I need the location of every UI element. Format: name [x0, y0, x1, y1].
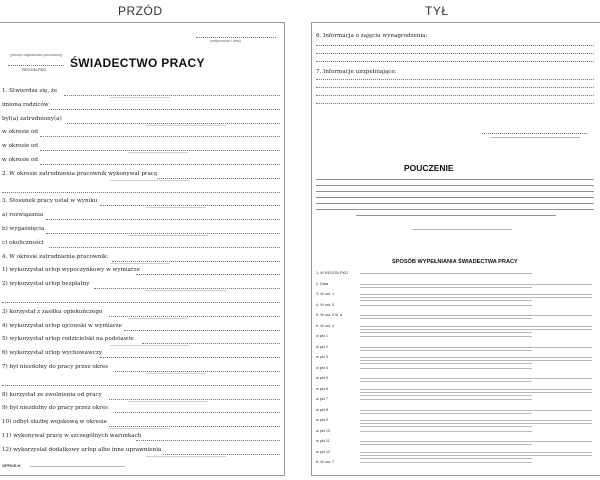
- front-field-row: [0, 430, 284, 443]
- instruction-item-label: w pkt 8: [316, 407, 329, 412]
- instruction-item-label: w pkt 12: [316, 449, 331, 454]
- front-field-dots: [109, 426, 280, 427]
- front-field-row: [0, 306, 284, 319]
- instructions-heading: SPOSÓB WYPEŁNIANIA ŚWIADECTWA PRACY: [392, 259, 518, 265]
- front-field-dots: [100, 357, 280, 358]
- front-field-dots: [46, 219, 280, 220]
- employer-stamp-area: [4, 27, 68, 71]
- front-field-label: 4. W okresie zatrudnienia pracownik:: [2, 253, 109, 260]
- footer-fine-print: [30, 466, 125, 467]
- front-field-row: [0, 99, 284, 112]
- front-field-dots: [67, 123, 280, 124]
- info-line-7-dots-2: [316, 87, 594, 88]
- instruction-item-label: 2. Data: [316, 281, 329, 286]
- front-field-dots: [142, 343, 280, 344]
- instruction-item-text: [360, 455, 592, 456]
- instruction-item-text: [360, 399, 532, 400]
- front-field-dots: [136, 274, 280, 275]
- instruction-item-text: [360, 441, 592, 442]
- instruction-item-text: [360, 305, 532, 306]
- front-field-label: a) rozwiązania: [2, 212, 44, 219]
- front-field-label: 3. Stosunek pracy ustał w wyniku: [2, 198, 98, 205]
- front-field-dots: [2, 385, 280, 386]
- instruction-item-text: [360, 381, 532, 382]
- instruction-item-text: [360, 350, 532, 351]
- front-field-label: 2) wykorzystał urlop bezpłatny: [2, 281, 90, 288]
- instruction-item-label: w pkt 7: [316, 397, 329, 401]
- instruction-item-text: [360, 300, 532, 301]
- front-field-label: w okresie od: [2, 157, 39, 163]
- pouczenie-line: [316, 179, 594, 180]
- instruction-item-label: w pkt 10: [316, 428, 331, 433]
- instruction-item-label: w pkt 2: [316, 344, 329, 349]
- front-field-row: [0, 292, 284, 305]
- front-field-row: [0, 416, 284, 429]
- instruction-item-text: [360, 284, 592, 285]
- instruction-item-text: [360, 458, 532, 459]
- front-field-row: [0, 278, 284, 291]
- instruction-item-text: [360, 420, 592, 421]
- front-field-row: [0, 320, 284, 333]
- front-field-row: [0, 444, 284, 457]
- front-field-label: w okresie od: [2, 143, 39, 150]
- instruction-item-label: 4. W ust. 3: [316, 302, 335, 307]
- pouczenie-line: [316, 197, 594, 198]
- instruction-item-label: w pkt 11: [316, 439, 330, 443]
- front-field-label: 4) wykorzystał urlop ojcowski w wymiarze: [2, 322, 122, 329]
- front-field-label: w okresie od: [2, 129, 39, 136]
- instruction-item-text: [360, 336, 532, 337]
- instruction-item-text: [360, 426, 532, 427]
- instruction-item-text: [360, 297, 592, 298]
- front-field-label: 8) korzystał ze zwolnienia od pracy: [2, 391, 102, 398]
- front-field-dots: [40, 150, 280, 151]
- instruction-item-text: [360, 332, 532, 333]
- info-line-6: 6. Informacja o zajęciu wynagrodzenia:: [316, 33, 428, 39]
- front-field-row: [0, 195, 284, 208]
- pouczenie-line: [316, 203, 594, 204]
- instruction-item-text: [360, 329, 592, 330]
- pouczenie-line: [316, 209, 594, 210]
- instruction-item-label: 5. W ust. 3 lit. a: [316, 313, 343, 317]
- info-line-7-dots-3: [316, 95, 594, 96]
- instruction-item-text: [360, 287, 532, 288]
- front-field-label: 6) wykorzystał urlop wychowawczy: [2, 350, 103, 357]
- stamp-caption: (pieczęć nagłówkowa pracodawcy): [10, 53, 63, 57]
- place-date-line: [196, 37, 276, 38]
- front-field-row: [0, 361, 284, 374]
- instruction-item-text: [360, 357, 592, 358]
- instruction-item-text: [360, 315, 592, 316]
- instruction-item-text: [360, 318, 532, 319]
- front-field-dots: [136, 440, 280, 441]
- publisher-mark: OFFICE-K: [2, 463, 21, 468]
- pouczenie-line: [356, 215, 556, 216]
- instruction-item-label: 3. W ust. 1: [316, 292, 335, 296]
- front-field-dots: [49, 247, 280, 248]
- front-field-row: [0, 402, 284, 415]
- instruction-item-text: [360, 326, 592, 327]
- instruction-item-text: [360, 378, 592, 379]
- front-field-row: [0, 389, 284, 402]
- front-field-dots: [2, 302, 280, 303]
- instruction-item-label: w pkt 6: [316, 386, 329, 391]
- front-field-label: 7) był niezdolny do pracy przez okres: [2, 364, 109, 370]
- instruction-item-label: w pkt 5: [316, 376, 329, 380]
- instruction-item-label: 8. W ust. 7: [316, 460, 335, 464]
- front-field-row: [0, 237, 284, 250]
- instruction-item-label: w pkt 9: [316, 418, 329, 422]
- instruction-item-text: [360, 294, 592, 295]
- front-field-row: [0, 154, 284, 167]
- front-field-dots: [46, 233, 280, 234]
- instruction-item-label: 1. W REGON-PKD: [316, 271, 348, 275]
- info-line-6-dots-3: [316, 61, 594, 62]
- info-line-7-dots-1: [316, 79, 594, 80]
- front-field-label: 9) był niezdolny do pracy przez okres: [2, 405, 109, 412]
- front-field-label: 2. W okresie zatrudnienia pracownik wykonywał pracę: [2, 170, 158, 177]
- front-field-dots: [64, 95, 280, 96]
- front-field-dots: [2, 192, 280, 193]
- front-field-label: 10) odbył służbę wojskową w okresie: [2, 419, 107, 426]
- front-field-dots: [157, 178, 280, 179]
- front-field-row: [0, 333, 284, 346]
- front-page: [0, 22, 285, 476]
- front-field-label: 3) korzystał z zasiłku opiekuńczego: [2, 308, 103, 315]
- pouczenie-line: [316, 185, 594, 186]
- front-field-dots: [94, 288, 280, 289]
- front-field-label: 1. Stwierdza się, że: [2, 88, 58, 94]
- pouczenie-heading: POUCZENIE: [404, 163, 454, 173]
- front-field-dots: [109, 316, 280, 317]
- instruction-item-text: [360, 368, 532, 369]
- regon-caption: REGON-PKD: [22, 67, 47, 72]
- instruction-item-text: [360, 431, 532, 432]
- side-label-back: TYŁ: [425, 4, 449, 18]
- instruction-item-label: w pkt 4: [316, 365, 329, 370]
- instruction-item-text: [360, 410, 592, 411]
- info-line-7: 7. Informacje uzupełniające:: [316, 69, 397, 75]
- instruction-item-text: [360, 389, 592, 390]
- front-field-dots: [109, 399, 280, 400]
- front-field-row: [0, 85, 284, 98]
- front-field-label: 5) wykorzystał urlop rodzicielski na podstawie: [2, 336, 134, 343]
- front-field-row: [0, 251, 284, 264]
- front-field-label: imiona rodziców: [2, 101, 49, 108]
- front-field-label: 1) wykorzystał urlop wypoczynkowy w wymiarze: [2, 267, 140, 274]
- instruction-item-text: [360, 423, 592, 424]
- instruction-item-text: [360, 395, 532, 396]
- instruction-item-text: [360, 360, 592, 361]
- pouczenie-line: [316, 191, 594, 192]
- front-field-dots: [40, 164, 280, 165]
- info-line-6-dots-2: [316, 53, 594, 54]
- front-field-row: [0, 209, 284, 222]
- front-field-label: b) wygaśnięcia: [2, 226, 45, 232]
- front-field-dots: [49, 109, 280, 110]
- document-title: ŚWIADECTWO PRACY: [70, 56, 205, 70]
- instruction-item-text: [360, 273, 532, 274]
- pouczenie-caption: [412, 229, 512, 230]
- instruction-item-label: w pkt 1: [316, 334, 329, 338]
- info-line-6-dots-1: [316, 45, 594, 46]
- place-date-caption: (miejscowość i data): [210, 39, 241, 43]
- front-field-dots: [163, 454, 280, 455]
- instruction-item-text: [360, 452, 592, 453]
- front-field-row: [0, 168, 284, 181]
- signature-caption-lines: [490, 137, 580, 138]
- front-field-row: [0, 113, 284, 126]
- instruction-item-text: [360, 392, 592, 393]
- front-field-label: był(a) zatrudniony(a): [2, 115, 62, 122]
- front-field-label: c) okoliczności: [2, 239, 44, 246]
- front-field-row: [0, 264, 284, 277]
- front-field-row: [0, 182, 284, 195]
- instruction-item-text: [360, 462, 532, 463]
- regon-line: [8, 65, 64, 66]
- front-field-dots: [112, 261, 280, 262]
- front-field-dots: [124, 330, 280, 331]
- signature-line: [482, 133, 587, 134]
- front-field-row: [0, 375, 284, 388]
- instruction-item-label: 6. W ust. 4: [316, 323, 335, 328]
- front-field-row: [0, 223, 284, 236]
- front-field-row: [0, 347, 284, 360]
- front-field-dots: [40, 136, 280, 137]
- front-field-caption: [146, 456, 226, 457]
- front-field-label: 12) wykorzystał dodatkowy urlop albo inne uprawnienia: [2, 446, 162, 453]
- instruction-item-text: [360, 347, 592, 348]
- instruction-item-label: w pkt 3: [316, 355, 329, 359]
- front-field-label: 11) wykonywał pracę w szczególnych warunkach: [2, 433, 142, 439]
- side-label-front: PRZÓD: [118, 4, 163, 18]
- instruction-item-text: [360, 363, 532, 364]
- front-field-dots: [100, 205, 280, 206]
- front-field-dots: [115, 371, 280, 372]
- front-field-row: [0, 140, 284, 153]
- info-line-7-dots-4: [316, 103, 594, 104]
- back-page: [311, 22, 600, 476]
- instruction-item-text: [360, 413, 532, 414]
- instruction-item-text: [360, 444, 532, 445]
- front-field-row: [0, 126, 284, 139]
- front-field-dots: [115, 412, 280, 413]
